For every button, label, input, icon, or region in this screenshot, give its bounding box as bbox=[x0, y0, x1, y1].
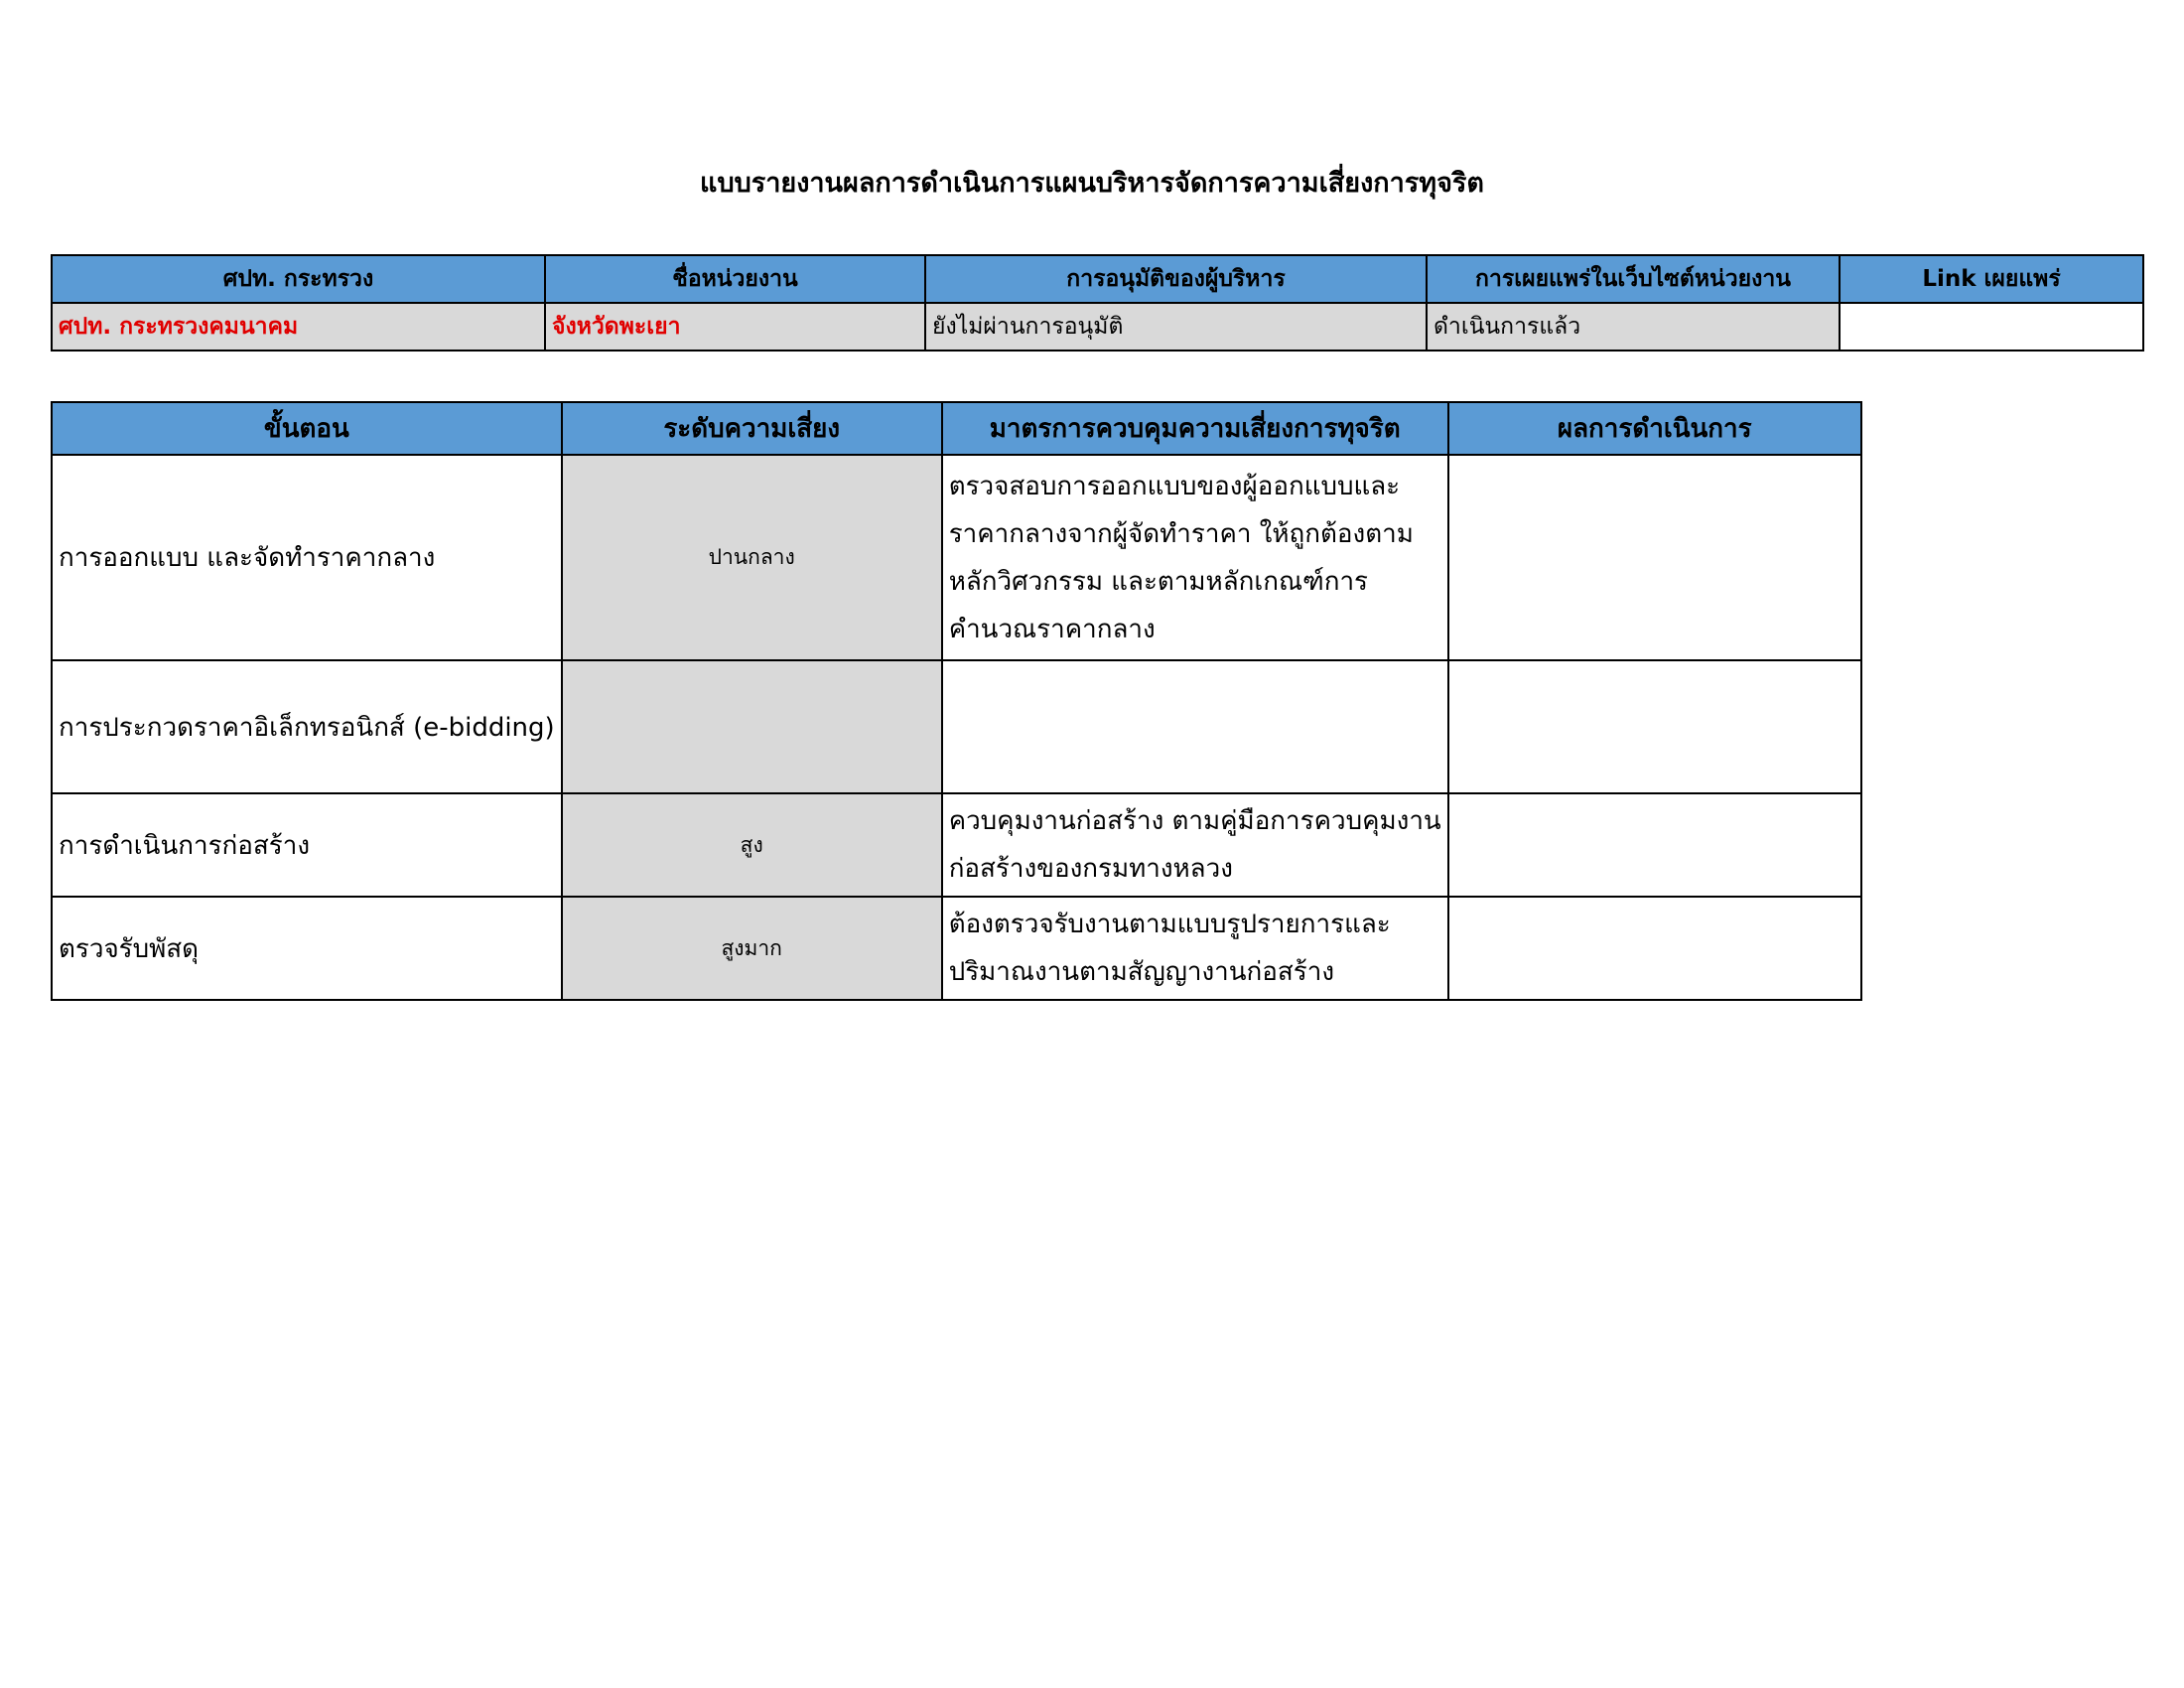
risk-level-cell: สูง bbox=[562, 793, 942, 897]
risk-level-cell: สูงมาก bbox=[562, 897, 942, 1000]
control-measure-cell bbox=[942, 897, 1448, 1000]
header-executive-approval: การอนุมัติของผู้บริหาร bbox=[925, 255, 1427, 303]
publication-link-value bbox=[1840, 303, 2143, 351]
risk-header-row bbox=[52, 402, 1861, 455]
step-cell: การออกแบบ และจัดทำราคากลาง bbox=[52, 455, 562, 660]
header-ministry-center: ศปท. กระทรวง bbox=[52, 255, 545, 303]
result-cell bbox=[1448, 793, 1861, 897]
header-step: ขั้นตอน bbox=[52, 402, 562, 455]
table-row bbox=[52, 660, 1861, 793]
measure-line: ราคากลางจากผู้จัดทำราคา ให้ถูกต้องตาม bbox=[948, 518, 1414, 549]
header-operation-result: ผลการดำเนินการ bbox=[1448, 402, 1861, 455]
risk-control-table bbox=[51, 401, 1862, 1001]
step-cell: ตรวจรับพัสดุ bbox=[52, 897, 562, 1000]
header-risk-level: ระดับความเสี่ยง bbox=[562, 402, 942, 455]
measure-line: หลักวิศวกรรม และตามหลักเกณฑ์การ bbox=[948, 566, 1369, 597]
control-measure-cell bbox=[942, 793, 1448, 897]
step-cell: การดำเนินการก่อสร้าง bbox=[52, 793, 562, 897]
summary-table bbox=[51, 254, 2144, 352]
table-row bbox=[52, 455, 1861, 660]
measure-line: ก่อสร้างของกรมทางหลวง bbox=[948, 854, 1233, 884]
ministry-center-value: ศปท. กระทรวงคมนาคม bbox=[52, 303, 545, 351]
measure-line: ตรวจสอบการออกแบบของผู้ออกแบบและ bbox=[948, 471, 1401, 501]
header-agency-name: ชื่อหน่วยงาน bbox=[545, 255, 925, 303]
summary-header-row bbox=[52, 255, 2143, 303]
step-cell: การประกวดราคาอิเล็กทรอนิกส์ (e-bidding) bbox=[52, 660, 562, 793]
header-control-measure: มาตรการควบคุมความเสี่ยงการทุจริต bbox=[942, 402, 1448, 455]
measure-line: ต้องตรวจรับงานตามแบบรูปรายการและ bbox=[948, 910, 1391, 939]
header-website-publication: การเผยแพร่ในเว็บไซต์หน่วยงาน bbox=[1427, 255, 1840, 303]
agency-name-value: จังหวัดพะเยา bbox=[545, 303, 925, 351]
control-measure-cell bbox=[942, 455, 1448, 660]
measure-line: คำนวณราคากลาง bbox=[948, 614, 1156, 644]
approval-status-value: ยังไม่ผ่านการอนุมัติ bbox=[925, 303, 1427, 351]
header-publication-link: Link เผยแพร่ bbox=[1840, 255, 2143, 303]
table-row bbox=[52, 793, 1861, 897]
result-cell bbox=[1448, 455, 1861, 660]
result-cell bbox=[1448, 897, 1861, 1000]
risk-level-cell: ปานกลาง bbox=[562, 455, 942, 660]
result-cell bbox=[1448, 660, 1861, 793]
measure-line: ควบคุมงานก่อสร้าง ตามคู่มือการควบคุมงาน bbox=[948, 806, 1441, 836]
risk-level-cell bbox=[562, 660, 942, 793]
control-measure-cell bbox=[942, 660, 1448, 793]
publication-status-value: ดำเนินการแล้ว bbox=[1427, 303, 1840, 351]
measure-line: ปริมาณงานตามสัญญางานก่อสร้าง bbox=[948, 957, 1335, 987]
summary-data-row bbox=[52, 303, 2143, 351]
page-title: แบบรายงานผลการดำเนินการแผนบริหารจัดการความเสี่ยงการทุจริต bbox=[700, 168, 1484, 199]
table-row bbox=[52, 897, 1861, 1000]
